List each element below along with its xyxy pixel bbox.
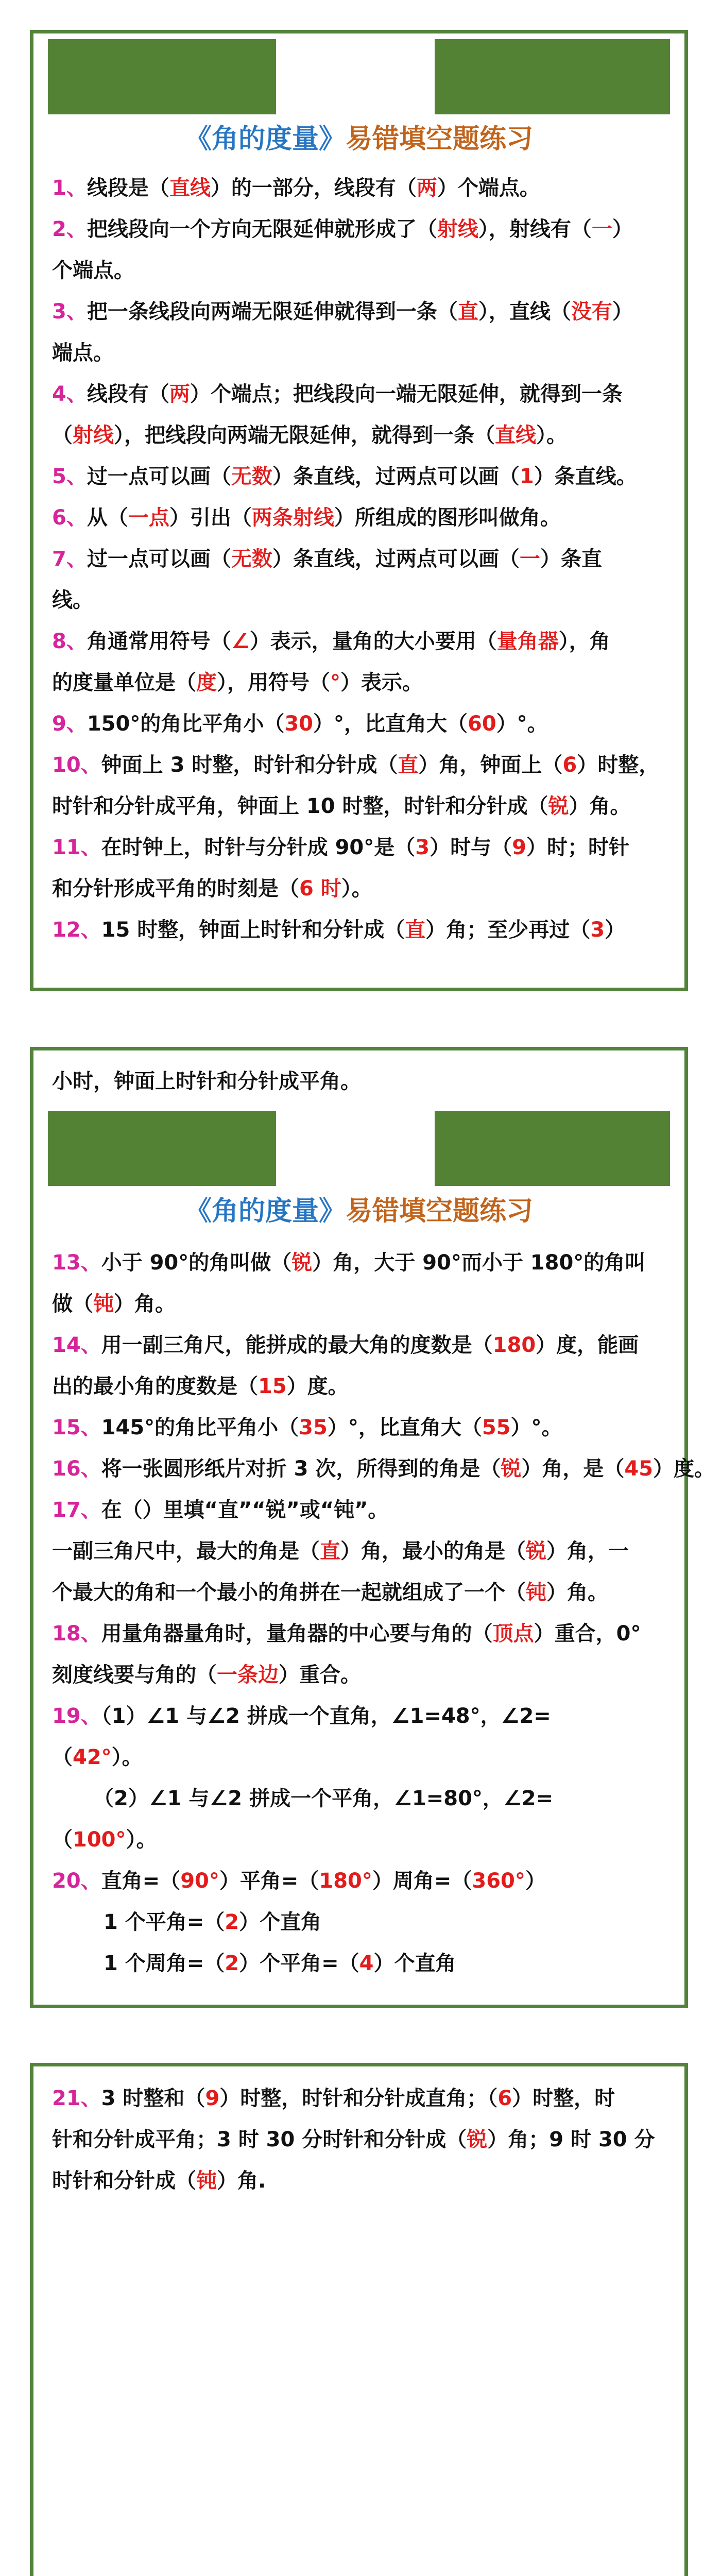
- question-text: ）角，钟面上（: [418, 753, 563, 777]
- answer-text: 锐: [467, 2128, 488, 2151]
- question-text: ）角.: [217, 2169, 266, 2193]
- question-text: ）时整，时针和分针成直角；（: [219, 2087, 498, 2110]
- question-text: ）时与（: [430, 836, 512, 859]
- question-number: 9、: [52, 712, 87, 736]
- question-text: ）个直角: [373, 1952, 456, 1975]
- question-text: ）平角=（: [219, 1869, 319, 1893]
- question-text: ）个端点；把线段向一端无限延伸，就得到一条: [190, 382, 623, 406]
- question-text: 过一点可以画（: [87, 547, 231, 571]
- question-number: 21、: [52, 2087, 101, 2110]
- question-number: 18、: [52, 1622, 101, 1646]
- question-text: 把一条线段向两端无限延伸就得到一条（: [87, 300, 458, 324]
- answer-text: 两条射线: [251, 506, 334, 530]
- answer-text: 一: [591, 217, 612, 241]
- question-text: 线段有（: [87, 382, 169, 406]
- carry-over-text: [52, 1061, 673, 1102]
- banner-white-panel: [276, 1111, 435, 1186]
- answer-text: 90°: [180, 1869, 219, 1893]
- question-line: [52, 497, 673, 538]
- answer-text: 180°: [319, 1869, 372, 1893]
- question-number: 5、: [52, 465, 87, 488]
- answer-text: 3: [415, 836, 430, 859]
- answer-text: 6: [562, 753, 577, 777]
- question-line: [52, 662, 673, 703]
- answer-text: 直: [398, 753, 419, 777]
- question-text: ）角；至少再过（: [425, 918, 591, 942]
- question-text: ）度。: [653, 1457, 715, 1481]
- question-text: ）个端点。: [437, 176, 540, 200]
- question-line: [52, 250, 673, 291]
- answer-text: 一条边: [217, 1663, 279, 1687]
- question-number: 16、: [52, 1457, 101, 1481]
- question-line: [52, 2160, 673, 2201]
- question-text: ）角，一: [546, 1539, 629, 1563]
- answer-text: 无数: [231, 547, 272, 571]
- answer-text: 量角器: [496, 630, 559, 653]
- answer-text: 锐: [548, 794, 569, 818]
- question-line: [52, 1943, 673, 1984]
- question-text: （: [52, 1745, 73, 1769]
- answer-text: 42°: [73, 1745, 112, 1769]
- answer-text: 35: [299, 1416, 328, 1439]
- answer-text: 直: [405, 918, 426, 942]
- question-text: 和分针形成平角的时刻是（: [52, 877, 299, 901]
- question-text: ）时整，时: [512, 2087, 615, 2110]
- question-line: [52, 1902, 673, 1943]
- worksheet-page-3: [30, 2063, 688, 2576]
- question-text: ）条直线，过两点可以画（: [272, 465, 520, 488]
- question-text: （1）∠1 与∠2 拼成一个直角，∠1=48°，∠2=: [101, 1704, 551, 1728]
- question-number: 20、: [52, 1869, 101, 1893]
- question-text: 150°的角比平角小（: [87, 712, 285, 736]
- question-line: [52, 1531, 673, 1572]
- answer-text: 2: [225, 1910, 239, 1934]
- question-text: 1 个平角=（: [104, 1910, 225, 1934]
- banner-white-panel: [276, 39, 435, 114]
- question-number: 11、: [52, 836, 101, 859]
- answer-text: 锐: [501, 1457, 522, 1481]
- question-number: 6、: [52, 506, 87, 530]
- question-number: 10、: [52, 753, 101, 777]
- question-line: [52, 332, 673, 374]
- question-text: 时针和分针成平角，钟面上 10 时整，时针和分针成（: [52, 794, 548, 818]
- question-line: [52, 415, 673, 456]
- question-text: ）°，比直角大（: [313, 712, 468, 736]
- question-line: [52, 456, 673, 497]
- question-line: [52, 167, 673, 209]
- question-number: 3、: [52, 300, 87, 324]
- question-text: 用量角器量角时，量角器的中心要与角的（: [101, 1622, 493, 1646]
- answer-text: 射线: [73, 423, 114, 447]
- question-line: [52, 1448, 715, 1489]
- answer-text: 180: [492, 1333, 536, 1357]
- answer-text: 钝: [526, 1581, 546, 1604]
- answer-text: 4: [359, 1952, 374, 1975]
- answer-text: 度: [196, 671, 217, 694]
- question-line: [52, 1242, 673, 1283]
- question-number: 2、: [52, 217, 87, 241]
- question-text: ）时；时针: [526, 836, 629, 859]
- worksheet-page-1: [30, 30, 688, 991]
- question-text: ）: [612, 300, 633, 324]
- question-text: 刻度线要与角的（: [52, 1663, 217, 1687]
- question-line: [52, 1860, 673, 1902]
- question-line: [52, 621, 673, 662]
- answer-text: 6 时: [299, 877, 341, 901]
- question-text: ）重合，0°: [534, 1622, 641, 1646]
- question-text: ）°，比直角大（: [327, 1416, 482, 1439]
- answer-text: 100°: [73, 1828, 126, 1852]
- question-line: [52, 868, 673, 909]
- question-text: ）角。: [114, 1292, 176, 1316]
- question-text: ），直线（: [478, 300, 571, 324]
- answer-text: 一点: [128, 506, 169, 530]
- answer-text: 2: [225, 1952, 239, 1975]
- answer-text: ∠: [231, 630, 250, 653]
- question-text: ）。: [111, 1745, 143, 1769]
- question-text: ）角。: [569, 794, 631, 818]
- question-line: [52, 291, 673, 332]
- questions-list-1: [52, 167, 673, 951]
- question-number: 4、: [52, 382, 87, 406]
- question-line: [52, 1696, 673, 1737]
- title-part1: 《角的度量》: [184, 124, 346, 155]
- question-number: 14、: [52, 1333, 101, 1357]
- question-line: [52, 1737, 673, 1778]
- question-text: 端点。: [52, 341, 114, 365]
- header-banner: [48, 1111, 670, 1186]
- question-text: 在（）里填“直”“锐”或“钝”。: [101, 1498, 389, 1522]
- question-text: 个最大的角和一个最小的角拼在一起就组成了一个（: [52, 1581, 526, 1604]
- question-text: ）。: [536, 423, 567, 447]
- question-text: 出的最小角的度数是（: [52, 1375, 258, 1398]
- question-number: 8、: [52, 630, 87, 653]
- answer-text: 射线: [437, 217, 478, 241]
- question-text: 过一点可以画（: [87, 465, 231, 488]
- question-text: ）度，能画: [536, 1333, 639, 1357]
- answer-text: 9: [512, 836, 526, 859]
- answer-text: 直: [457, 300, 478, 324]
- question-text: ）条直线。: [534, 465, 637, 488]
- question-line: [52, 538, 673, 580]
- page-title: [33, 1193, 684, 1229]
- question-text: ）°。: [496, 712, 548, 736]
- question-number: 1、: [52, 176, 87, 200]
- question-line: [52, 2119, 673, 2160]
- carry-line: 小时，钟面上时针和分针成平角。: [52, 1070, 361, 1093]
- question-text: ）表示。: [340, 671, 423, 694]
- question-text: 小于 90°的角叫做（: [101, 1251, 292, 1275]
- question-text: 15 时整，钟面上时针和分针成（: [101, 918, 405, 942]
- answer-text: 直: [320, 1539, 340, 1563]
- question-text: ）角，是（: [521, 1457, 625, 1481]
- question-text: （2）∠1 与∠2 拼成一个平角，∠1=80°，∠2=: [93, 1787, 554, 1810]
- answer-text: 6: [497, 2087, 512, 2110]
- question-text: 用一副三角尺，能拼成的最大角的度数是（: [101, 1333, 493, 1357]
- question-number: 12、: [52, 918, 101, 942]
- answer-text: 顶点: [492, 1622, 534, 1646]
- question-line: [52, 909, 673, 951]
- question-number: 19、: [52, 1704, 101, 1728]
- question-text: ）个平角=（: [239, 1952, 359, 1975]
- question-line: [52, 209, 673, 250]
- question-text: ）: [605, 918, 626, 942]
- question-line: [52, 1613, 673, 1654]
- question-text: ）周角=（: [372, 1869, 472, 1893]
- question-text: 线。: [52, 588, 93, 612]
- question-text: ）: [525, 1869, 546, 1893]
- question-line: [52, 786, 673, 827]
- question-number: 15、: [52, 1416, 101, 1439]
- answer-text: 钝: [93, 1292, 114, 1316]
- question-text: ），把线段向两端无限延伸，就得到一条（: [114, 423, 495, 447]
- question-line: [52, 580, 673, 621]
- question-line: [52, 1366, 673, 1407]
- question-text: （: [52, 1828, 73, 1852]
- question-line: [52, 1572, 673, 1613]
- answer-text: 1: [519, 465, 534, 488]
- answer-text: 一: [519, 547, 540, 571]
- question-text: ）: [612, 217, 633, 241]
- question-text: ）条直线，过两点可以画（: [272, 547, 520, 571]
- question-line: [52, 2078, 673, 2119]
- question-text: ）度。: [286, 1375, 349, 1398]
- question-text: 145°的角比平角小（: [101, 1416, 299, 1439]
- question-text: ）角，最小的角是（: [340, 1539, 526, 1563]
- page-title: [33, 121, 684, 157]
- question-number: 13、: [52, 1251, 101, 1275]
- answer-text: 直线: [495, 423, 536, 447]
- answer-text: 两: [416, 176, 437, 200]
- question-line: [52, 1325, 673, 1366]
- answer-text: 两: [169, 382, 190, 406]
- question-line: [52, 1654, 673, 1696]
- questions-list-2: [52, 1242, 715, 1984]
- question-text: ）°。: [510, 1416, 562, 1439]
- title-part2: 易错填空题练习: [346, 1196, 534, 1227]
- answer-text: 直线: [169, 176, 211, 200]
- question-text: ）的一部分，线段有（: [210, 176, 417, 200]
- question-text: 将一张圆形纸片对折 3 次，所得到的角是（: [101, 1457, 501, 1481]
- answer-text: 锐: [291, 1251, 313, 1275]
- question-text: ）引出（: [169, 506, 252, 530]
- question-text: ）。: [341, 877, 372, 901]
- question-text: 针和分针成平角；3 时 30 分时针和分针成（: [52, 2128, 467, 2151]
- title-part2: 易错填空题练习: [346, 124, 534, 155]
- answer-text: 锐: [526, 1539, 546, 1563]
- answer-text: 无数: [231, 465, 272, 488]
- question-text: （: [52, 423, 73, 447]
- question-line: [52, 1283, 673, 1325]
- answer-text: 60: [468, 712, 496, 736]
- question-text: 1 个周角=（: [104, 1952, 225, 1975]
- question-number: 17、: [52, 1498, 101, 1522]
- question-text: ）角，大于 90°而小于 180°的角叫: [312, 1251, 646, 1275]
- question-text: ），射线有（: [478, 217, 592, 241]
- question-text: ）。: [126, 1828, 157, 1852]
- question-text: ），角: [558, 630, 610, 653]
- question-line: [52, 703, 673, 744]
- question-text: 线段是（: [87, 176, 169, 200]
- worksheet-page-2: [30, 1047, 715, 2008]
- question-text: 角通常用符号（: [87, 630, 231, 653]
- question-line: [52, 1819, 673, 1860]
- answer-text: 360°: [472, 1869, 525, 1893]
- question-text: 在时钟上，时针与分针成 90°是（: [101, 836, 416, 859]
- question-line: [52, 1407, 673, 1448]
- question-text: 钟面上 3 时整，时针和分针成（: [101, 753, 398, 777]
- question-text: 的度量单位是（: [52, 671, 196, 694]
- question-text: ）个直角: [239, 1910, 322, 1934]
- question-text: ）重合。: [279, 1663, 361, 1687]
- question-line: [52, 827, 673, 868]
- answer-text: 钝: [196, 2169, 217, 2193]
- question-line: [52, 744, 673, 786]
- question-text: ）表示，量角的大小要用（: [249, 630, 497, 653]
- question-text: 从（: [87, 506, 128, 530]
- question-text: ）时整，: [577, 753, 660, 777]
- answer-text: 45: [624, 1457, 654, 1481]
- question-text: ）角。: [546, 1581, 608, 1604]
- question-text: 个端点。: [52, 259, 134, 282]
- question-line: [52, 1778, 673, 1819]
- question-number: 7、: [52, 547, 87, 571]
- answer-text: 30: [284, 712, 314, 736]
- question-line: [52, 1489, 673, 1531]
- answer-text: 9: [205, 2087, 220, 2110]
- questions-list-3: [52, 2078, 673, 2201]
- question-text: 把线段向一个方向无限延伸就形成了（: [87, 217, 437, 241]
- question-text: ）所组成的图形叫做角。: [334, 506, 561, 530]
- question-text: ）条直: [540, 547, 602, 571]
- title-part1: 《角的度量》: [184, 1196, 346, 1227]
- question-text: ），用符号（: [217, 671, 330, 694]
- answer-text: 55: [482, 1416, 511, 1439]
- answer-text: 没有: [571, 300, 612, 324]
- question-text: 3 时整和（: [101, 2087, 205, 2110]
- header-banner: [48, 39, 670, 114]
- question-text: 做（: [52, 1292, 93, 1316]
- answer-text: °: [330, 671, 340, 694]
- answer-text: 3: [590, 918, 605, 942]
- question-text: 时针和分针成（: [52, 2169, 196, 2193]
- question-text: 直角=（: [101, 1869, 181, 1893]
- question-text: ）角；9 时 30 分: [487, 2128, 655, 2151]
- answer-text: 15: [258, 1375, 287, 1398]
- question-text: 一副三角尺中，最大的角是（: [52, 1539, 320, 1563]
- question-line: [52, 374, 673, 415]
